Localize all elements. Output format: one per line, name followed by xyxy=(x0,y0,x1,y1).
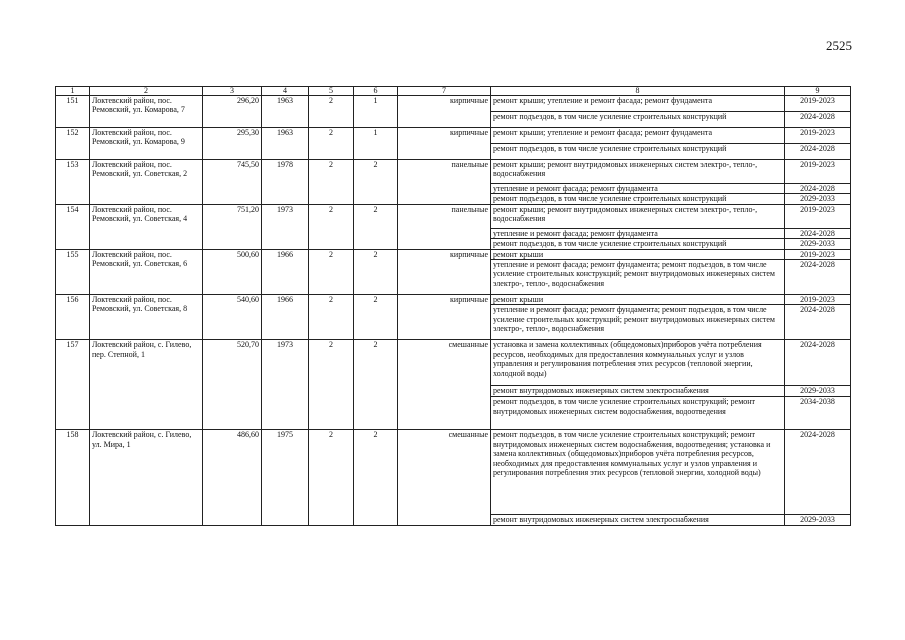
repair-period-cell: 2019-2023 xyxy=(785,204,851,228)
floors-cell: 2 xyxy=(309,340,354,430)
area-cell: 296,20 xyxy=(203,96,262,128)
repair-period-cell: 2024-2028 xyxy=(785,228,851,238)
page-number: 2525 xyxy=(826,38,852,53)
address-cell: Локтевский район, пос. Ремовский, ул. Советская, 8 xyxy=(90,295,203,340)
entrances-cell: 2 xyxy=(354,160,398,205)
table-row xyxy=(56,204,851,228)
repair-work-cell: ремонт подъездов, в том числе усиление строительных конструкций xyxy=(491,112,785,128)
address-cell: Локтевский район, с. Гилево, ул. Мира, 1 xyxy=(90,430,203,525)
address-cell: Локтевский район, пос. Ремовский, ул. Советская, 4 xyxy=(90,204,203,249)
repair-period-cell: 2029-2033 xyxy=(785,515,851,525)
entrances-cell: 2 xyxy=(354,204,398,249)
column-header: 3 xyxy=(203,87,262,96)
row-number-cell: 152 xyxy=(56,128,90,160)
repair-period-cell: 2019-2023 xyxy=(785,96,851,112)
floors-cell: 2 xyxy=(309,128,354,160)
entrances-cell: 2 xyxy=(354,295,398,340)
repair-period-cell: 2029-2033 xyxy=(785,239,851,249)
table-row xyxy=(56,128,851,144)
column-header: 4 xyxy=(262,87,309,96)
build-year-cell: 1963 xyxy=(262,128,309,160)
entrances-cell: 2 xyxy=(354,340,398,430)
row-number-cell: 157 xyxy=(56,340,90,430)
wall-material-cell: кирпичные xyxy=(398,96,491,128)
row-number-cell: 154 xyxy=(56,204,90,249)
repair-work-cell: ремонт подъездов, в том числе усиление строительных конструкций; ремонт внутридомовых инженерных систем водоснабжения, водоотведения; установка и замена коллективных (общедомовых)приборов учёта потребления ресурсов, необходимых для предоставления коммунальных услуг и узлов управления и регулирования потребления этих ресурсов (тепловой энергии, холодной воды) xyxy=(491,430,785,515)
floors-cell: 2 xyxy=(309,295,354,340)
wall-material-cell: смешанные xyxy=(398,430,491,525)
repair-period-cell: 2019-2023 xyxy=(785,295,851,305)
repair-work-cell: ремонт крыши; ремонт внутридомовых инженерных систем электро-, тепло-, водоснабжения xyxy=(491,204,785,228)
floors-cell: 2 xyxy=(309,204,354,249)
column-header: 5 xyxy=(309,87,354,96)
repair-period-cell: 2019-2023 xyxy=(785,249,851,259)
repair-period-cell: 2024-2028 xyxy=(785,430,851,515)
repair-period-cell: 2034-2038 xyxy=(785,397,851,430)
wall-material-cell: кирпичные xyxy=(398,249,491,294)
repair-period-cell: 2029-2033 xyxy=(785,194,851,204)
address-cell: Локтевский район, с. Гилево, пер. Степной, 1 xyxy=(90,340,203,430)
build-year-cell: 1975 xyxy=(262,430,309,525)
repair-work-cell: утепление и ремонт фасада; ремонт фундамента xyxy=(491,228,785,238)
entrances-cell: 1 xyxy=(354,96,398,128)
table-row xyxy=(56,96,851,112)
wall-material-cell: панельные xyxy=(398,204,491,249)
floors-cell: 2 xyxy=(309,160,354,205)
repair-period-cell: 2024-2028 xyxy=(785,340,851,386)
wall-material-cell: смешанные xyxy=(398,340,491,430)
repair-period-cell: 2019-2023 xyxy=(785,160,851,184)
column-header: 2 xyxy=(90,87,203,96)
table-row xyxy=(56,160,851,184)
entrances-cell: 1 xyxy=(354,128,398,160)
repair-work-cell: ремонт подъездов, в том числе усиление строительных конструкций xyxy=(491,194,785,204)
table-row xyxy=(56,295,851,305)
address-cell: Локтевский район, пос. Ремовский, ул. Комарова, 7 xyxy=(90,96,203,128)
build-year-cell: 1973 xyxy=(262,204,309,249)
repair-work-cell: ремонт подъездов, в том числе усиление строительных конструкций xyxy=(491,239,785,249)
repair-period-cell: 2019-2023 xyxy=(785,128,851,144)
repair-period-cell: 2024-2028 xyxy=(785,144,851,160)
area-cell: 295,30 xyxy=(203,128,262,160)
area-cell: 486,60 xyxy=(203,430,262,525)
column-header: 8 xyxy=(491,87,785,96)
area-cell: 751,20 xyxy=(203,204,262,249)
repair-work-cell: ремонт крыши; утепление и ремонт фасада; ремонт фундамента xyxy=(491,128,785,144)
repair-period-cell: 2024-2028 xyxy=(785,305,851,340)
repair-work-cell: ремонт крыши xyxy=(491,249,785,259)
column-number-row xyxy=(56,87,851,96)
wall-material-cell: панельные xyxy=(398,160,491,205)
repair-work-cell: установка и замена коллективных (общедомовых)приборов учёта потребления ресурсов, необходимых для предоставления коммунальных услуг и узлов управления и регулирования потребления этих ресурсов (тепловой энергии, холодной воды) xyxy=(491,340,785,386)
table-row xyxy=(56,430,851,515)
column-header: 7 xyxy=(398,87,491,96)
repair-work-cell: ремонт внутридомовых инженерных систем электроснабжения xyxy=(491,386,785,397)
column-header: 9 xyxy=(785,87,851,96)
area-cell: 540,60 xyxy=(203,295,262,340)
floors-cell: 2 xyxy=(309,249,354,294)
area-cell: 500,60 xyxy=(203,249,262,294)
wall-material-cell: кирпичные xyxy=(398,295,491,340)
row-number-cell: 153 xyxy=(56,160,90,205)
floors-cell: 2 xyxy=(309,430,354,525)
repair-work-cell: ремонт крыши xyxy=(491,295,785,305)
area-cell: 520,70 xyxy=(203,340,262,430)
build-year-cell: 1966 xyxy=(262,249,309,294)
repair-period-cell: 2024-2028 xyxy=(785,112,851,128)
repair-work-cell: ремонт крыши; ремонт внутридомовых инженерных систем электро-, тепло-, водоснабжения xyxy=(491,160,785,184)
wall-material-cell: кирпичные xyxy=(398,128,491,160)
repair-work-cell: ремонт подъездов, в том числе усиление строительных конструкций xyxy=(491,144,785,160)
entrances-cell: 2 xyxy=(354,430,398,525)
table-row xyxy=(56,340,851,386)
repair-work-cell: ремонт внутридомовых инженерных систем электроснабжения xyxy=(491,515,785,525)
repair-work-cell: утепление и ремонт фасада; ремонт фундамента xyxy=(491,184,785,194)
address-cell: Локтевский район, пос. Ремовский, ул. Советская, 2 xyxy=(90,160,203,205)
area-cell: 745,50 xyxy=(203,160,262,205)
table-row xyxy=(56,249,851,259)
repair-period-cell: 2024-2028 xyxy=(785,184,851,194)
build-year-cell: 1973 xyxy=(262,340,309,430)
row-number-cell: 151 xyxy=(56,96,90,128)
entrances-cell: 2 xyxy=(354,249,398,294)
row-number-cell: 158 xyxy=(56,430,90,525)
address-cell: Локтевский район, пос. Ремовский, ул. Советская, 6 xyxy=(90,249,203,294)
column-header: 1 xyxy=(56,87,90,96)
repair-period-cell: 2024-2028 xyxy=(785,260,851,295)
repair-work-cell: ремонт подъездов, в том числе усиление строительных конструкций; ремонт внутридомовых инженерных систем водоснабжения, водоотведения xyxy=(491,397,785,430)
row-number-cell: 155 xyxy=(56,249,90,294)
row-number-cell: 156 xyxy=(56,295,90,340)
build-year-cell: 1966 xyxy=(262,295,309,340)
repair-work-cell: утепление и ремонт фасада; ремонт фундамента; ремонт подъездов, в том числе усиление строительных конструкций; ремонт внутридомовых инженерных систем электро-, тепло-, водоснабжения xyxy=(491,305,785,340)
repair-schedule-table xyxy=(55,86,851,526)
repair-work-cell: ремонт крыши; утепление и ремонт фасада; ремонт фундамента xyxy=(491,96,785,112)
address-cell: Локтевский район, пос. Ремовский, ул. Комарова, 9 xyxy=(90,128,203,160)
column-header: 6 xyxy=(354,87,398,96)
repair-work-cell: утепление и ремонт фасада; ремонт фундамента; ремонт подъездов, в том числе усиление строительных конструкций; ремонт внутридомовых инженерных систем электро-, тепло-, водоснабжения xyxy=(491,260,785,295)
repair-period-cell: 2029-2033 xyxy=(785,386,851,397)
build-year-cell: 1963 xyxy=(262,96,309,128)
floors-cell: 2 xyxy=(309,96,354,128)
build-year-cell: 1978 xyxy=(262,160,309,205)
